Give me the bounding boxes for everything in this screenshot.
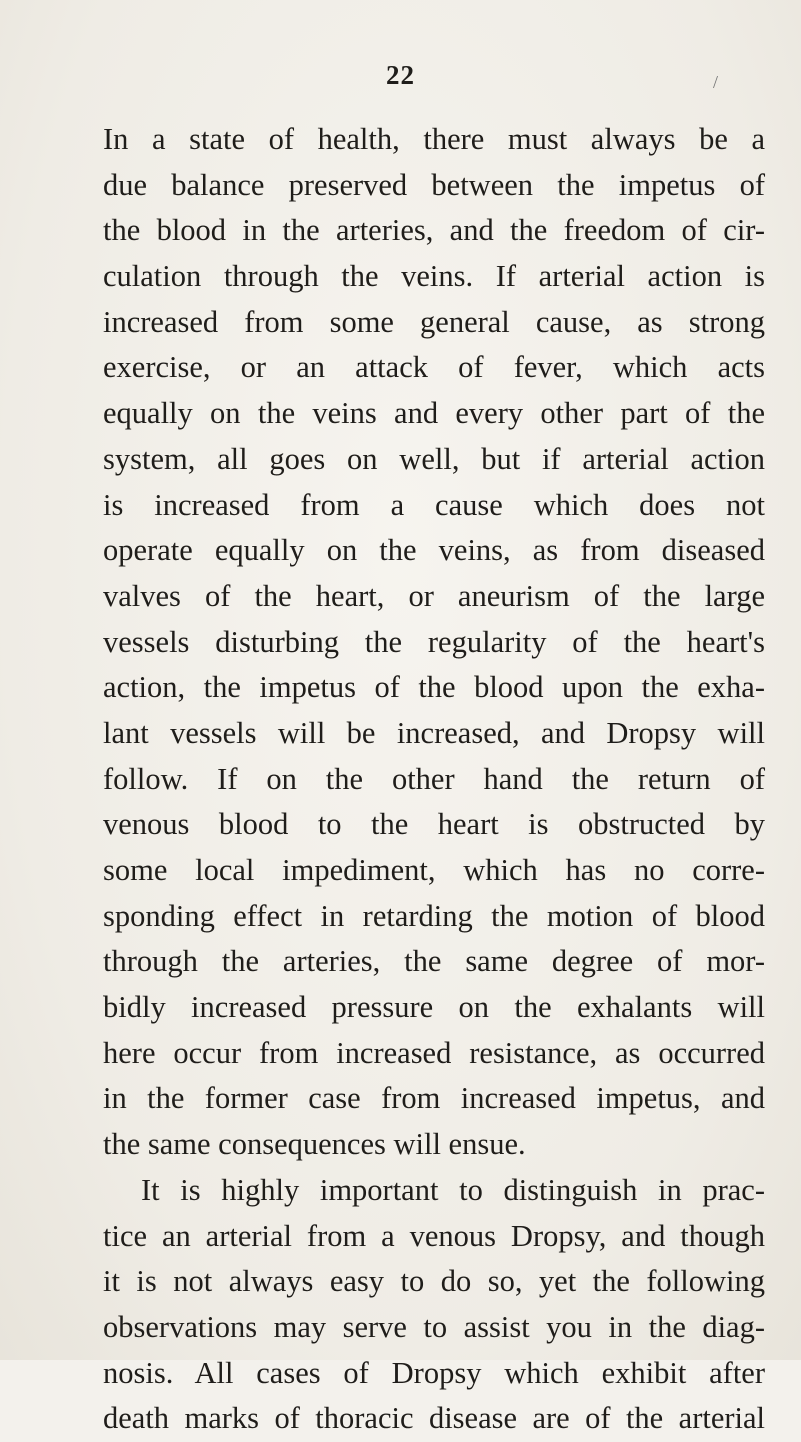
text-line: death marks of thoracic disease are of the arterial [103, 1401, 765, 1436]
text-line: equally on the veins and every other part of the [103, 396, 765, 431]
text-line: valves of the heart, or aneurism of the large [103, 578, 765, 613]
text-line: through the arteries, the same degree of mor- [103, 944, 765, 979]
text-line: increased from some general cause, as strong [103, 304, 765, 339]
text-line: it is not always easy to do so, yet the following [103, 1264, 765, 1299]
text-line: venous blood to the heart is obstructed by [103, 807, 765, 842]
corner-pencil-mark: / [713, 72, 719, 92]
text-line: action, the impetus of the blood upon the exha- [103, 670, 765, 705]
text-line: in the former case from increased impetus, and [103, 1081, 765, 1116]
text-line: operate equally on the veins, as from diseased [103, 533, 765, 568]
text-line: tice an arterial from a venous Dropsy, and though [103, 1218, 765, 1253]
text-line: due balance preserved between the impetus of [103, 167, 765, 202]
text-line: the blood in the arteries, and the freedom of cir- [103, 213, 765, 248]
text-line: In a state of health, there must always be a [103, 122, 765, 156]
text-line: observations may serve to assist you in the diag- [103, 1309, 765, 1344]
text-line: some local impediment, which has no corre- [103, 853, 765, 887]
text-line: bidly increased pressure on the exhalants will [103, 990, 765, 1025]
text-line: lant vessels will be increased, and Dropsy will [103, 715, 765, 750]
text-line: sponding effect in retarding the motion of blood [103, 898, 765, 933]
text-line: is increased from a cause which does not [103, 487, 765, 522]
page-number: 22 [386, 60, 415, 90]
text-line: exercise, or an attack of fever, which acts [103, 350, 765, 385]
text-line: follow. If on the other hand the return of [103, 761, 765, 796]
text-line: here occur from increased resistance, as occurred [103, 1035, 765, 1070]
text-line: vessels disturbing the regularity of the heart's [103, 624, 765, 659]
text-line: system, all goes on well, but if arterial action [103, 441, 765, 476]
paragraph-start-line: It is highly important to distinguish in prac- [141, 1172, 765, 1207]
body-text [103, 117, 765, 1442]
paragraph-end-line: the same consequences will ensue. [103, 1127, 526, 1162]
text-line: culation through the veins. If arterial action is [103, 259, 765, 294]
text-line: nosis. All cases of Dropsy which exhibit after [103, 1355, 765, 1390]
